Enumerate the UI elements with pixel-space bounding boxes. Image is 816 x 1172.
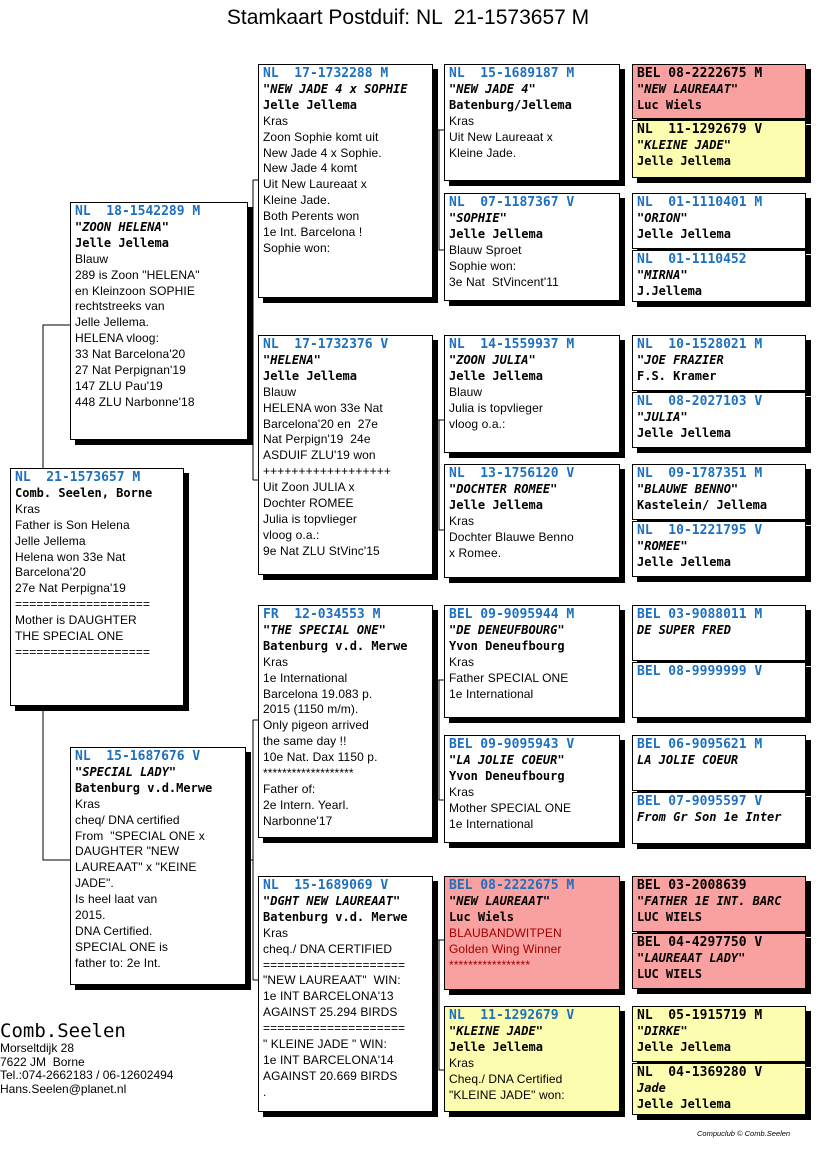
gggp-card-3[interactable] <box>632 193 806 249</box>
info-line: Blauw <box>449 384 483 399</box>
info-line: Uit New Laureaat x <box>449 129 553 144</box>
gggp-card-14[interactable] <box>632 933 806 989</box>
ring-number: BEL 04-4297750 V <box>637 935 763 950</box>
info-line: Kras <box>75 796 101 811</box>
info-line: ==================== <box>263 957 406 972</box>
owner-name: J.Jellema <box>637 283 703 298</box>
ring-number: BEL 09-9095943 V <box>449 737 575 752</box>
info-line: cheq./ DNA CERTIFIED <box>263 941 393 956</box>
info-line: New Jade 4 x Sophie. <box>263 145 382 160</box>
pigeon-name: "JOE FRAZIER <box>637 352 724 367</box>
ring-number: NL 13-1756120 V <box>449 466 575 481</box>
pigeon-name: Jade <box>637 1080 666 1095</box>
info-line: Is heel laat van <box>75 892 158 907</box>
info-line: Barcelona'20 en 27e <box>263 416 379 431</box>
pigeon-name: From Gr Son 1e Inter <box>637 809 782 824</box>
info-line: ***************** <box>449 957 531 972</box>
info-line: Both Perents won <box>263 209 360 224</box>
info-line: New Jade 4 komt <box>263 161 358 176</box>
grandparent-card-dam-sire[interactable] <box>258 605 433 838</box>
owner-name: Jelle Jellema <box>75 235 169 250</box>
owner-address-city: 7622 JM Borne <box>0 1054 85 1069</box>
info-line: AGAINST 25.294 BIRDS <box>263 1005 398 1020</box>
ggp-card-2[interactable] <box>444 193 620 301</box>
pigeon-name: "JULIA" <box>637 409 688 424</box>
owner-loft-name: Comb.Seelen <box>0 1020 126 1042</box>
info-line: Kras <box>449 1055 475 1070</box>
owner-name: Luc Wiels <box>449 909 515 924</box>
gggp-card-15[interactable] <box>632 1006 806 1062</box>
ring-number: NL 15-1689069 V <box>263 878 389 893</box>
info-line: JADE". <box>75 876 114 891</box>
ggp-card-6[interactable] <box>444 735 620 843</box>
owner-name: Yvon Deneufbourg <box>449 638 565 653</box>
ggp-card-4[interactable] <box>444 464 620 578</box>
owner-name: Jelle Jellema <box>637 226 731 241</box>
gggp-card-11[interactable] <box>632 735 806 791</box>
info-line: DNA Certified. <box>75 923 153 938</box>
ring-number: NL 10-1528021 M <box>637 337 763 352</box>
info-line: Kras <box>263 113 289 128</box>
ring-number: NL 09-1787351 M <box>637 466 763 481</box>
pigeon-name: "NEW JADE 4 x SOPHIE <box>263 81 408 96</box>
ring-number: BEL 03-2008639 <box>637 878 747 893</box>
ring-number: BEL 07-9095597 V <box>637 794 763 809</box>
info-line: Father SPECIAL ONE <box>449 670 569 685</box>
owner-name: Batenburg v.d. Merwe <box>263 909 408 924</box>
pigeon-name: "LA JOLIE COEUR" <box>449 752 565 767</box>
pigeon-name: "ZOON JULIA" <box>449 352 536 367</box>
info-line: Narbonne'17 <box>263 813 333 828</box>
info-line: Helena won 33e Nat <box>15 549 126 564</box>
info-line: Father of: <box>263 781 316 796</box>
info-line: vloog o.a.: <box>263 527 320 542</box>
ring-number: NL 18-1542289 M <box>75 204 201 219</box>
pigeon-name: "SOPHIE" <box>449 210 507 225</box>
ring-number: NL 17-1732288 M <box>263 66 389 81</box>
subject-card[interactable] <box>10 468 184 706</box>
owner-name: F.S. Kramer <box>637 368 717 383</box>
info-line: " KLEINE JADE " WIN: <box>263 1037 387 1052</box>
info-line: Kras <box>449 784 475 799</box>
info-line: SPECIAL ONE is <box>75 939 168 954</box>
info-line: Sophie won: <box>449 258 517 273</box>
info-line: Mother SPECIAL ONE <box>449 800 572 815</box>
info-line: Julia is topvlieger <box>263 511 357 526</box>
pigeon-name: "ROMEE" <box>637 538 688 553</box>
info-line: Uit New Laureaat x <box>263 177 367 192</box>
pigeon-name: "SPECIAL LADY" <box>75 764 177 779</box>
gggp-card-10[interactable] <box>632 662 806 718</box>
info-line: 1e International <box>449 686 534 701</box>
owner-name: Batenburg v.d.Merwe <box>75 780 213 795</box>
owner-contact-block <box>0 1020 173 1096</box>
ring-number: NL 11-1292679 V <box>637 122 763 137</box>
info-line: Dochter ROMEE <box>263 496 354 511</box>
gggp-card-7[interactable] <box>632 464 806 520</box>
info-line: 2015 (1150 m/m). <box>263 702 359 717</box>
owner-name: Jelle Jellema <box>449 226 543 241</box>
owner-name: Jelle Jellema <box>449 1039 543 1054</box>
info-line: Julia is topvlieger <box>449 400 543 415</box>
ggp-card-5[interactable] <box>444 605 620 718</box>
gggp-card-1[interactable] <box>632 64 806 119</box>
info-line: Kras <box>263 925 289 940</box>
owner-phone: Tel.:074-2662183 / 06-12602494 <box>0 1068 174 1082</box>
ring-number: NL 10-1221795 V <box>637 523 763 538</box>
info-line: Blauw <box>75 251 109 266</box>
ring-number: BEL 08-9999999 V <box>637 664 763 679</box>
ring-number: NL 05-1915719 M <box>637 1008 763 1023</box>
ggp-card-7[interactable] <box>444 876 620 990</box>
info-line: 1e INT BARCELONA'13 <box>263 989 394 1004</box>
info-line: From "SPECIAL ONE x <box>75 828 205 843</box>
owner-name: LUC WIELS <box>637 909 703 924</box>
info-line: 10e Nat. Dax 1150 p. <box>263 750 378 765</box>
owner-name: Batenburg v.d. Merwe <box>263 638 408 653</box>
info-line: 27e Nat Perpigna'19 <box>15 581 126 596</box>
info-line: Jelle Jellema <box>15 533 86 548</box>
dam-card[interactable] <box>70 747 246 985</box>
pigeon-name: "HELENA" <box>263 352 321 367</box>
ring-number: NL 11-1292679 V <box>449 1008 575 1023</box>
info-line: 3e Nat StVincent'11 <box>449 274 559 289</box>
pigeon-name: "DOCHTER ROMEE" <box>449 481 558 496</box>
pigeon-name: "NEW JADE 4" <box>449 81 536 96</box>
owner-name: Jelle Jellema <box>263 368 357 383</box>
ring-number: NL 15-1689187 M <box>449 66 575 81</box>
info-line: "NEW LAUREAAT" WIN: <box>263 973 401 988</box>
info-line: Blauw <box>263 384 297 399</box>
info-line: Kras <box>263 654 289 669</box>
owner-name: Jelle Jellema <box>637 425 731 440</box>
page-title: Stamkaart Postduif: NL 21-1573657 M <box>226 6 590 29</box>
gggp-card-5[interactable] <box>632 335 806 391</box>
ring-number: NL 17-1732376 V <box>263 337 389 352</box>
owner-name: Jelle Jellema <box>637 153 731 168</box>
info-line: 448 ZLU Narbonne'18 <box>75 394 195 409</box>
info-line: Golden Wing Winner <box>449 941 562 956</box>
info-line: 2015. <box>75 908 106 923</box>
owner-name: Jelle Jellema <box>263 97 357 112</box>
pigeon-name: "ZOON HELENA" <box>75 219 169 234</box>
ring-number: BEL 06-9095621 M <box>637 737 763 752</box>
info-line: en Kleinzoon SOPHIE <box>75 283 195 298</box>
pigeon-name: "DE DENEUFBOURG" <box>449 622 565 637</box>
info-line: Kras <box>15 501 41 516</box>
grandparent-card-dam-dam[interactable] <box>258 876 433 1112</box>
info-line: Kras <box>449 513 475 528</box>
info-line: BLAUBANDWITPEN <box>449 925 562 940</box>
owner-name: Batenburg/Jellema <box>449 97 572 112</box>
info-line: ==================== <box>263 1021 406 1036</box>
gggp-card-13[interactable] <box>632 876 806 932</box>
pigeon-name: "LAUREAAT LADY" <box>637 950 746 965</box>
info-line: vloog o.a.: <box>449 416 506 431</box>
ring-number: BEL 03-9088011 M <box>637 607 763 622</box>
ggp-card-8[interactable] <box>444 1006 620 1112</box>
info-line: =================== <box>15 644 151 659</box>
info-line: Only pigeon arrived <box>263 718 369 733</box>
ring-number: NL 04-1369280 V <box>637 1065 763 1080</box>
ring-number: NL 14-1559937 M <box>449 337 575 352</box>
info-line: 1e INT BARCELONA'14 <box>263 1052 394 1067</box>
info-line: THE SPECIAL ONE <box>15 629 124 644</box>
pigeon-name: LA JOLIE COEUR <box>637 752 739 767</box>
info-line: 27 Nat Perpignan'19 <box>75 363 186 378</box>
ggp-card-1[interactable] <box>444 64 620 181</box>
info-line: "KLEINE JADE" won: <box>449 1087 565 1102</box>
owner-address-street: Morseltdijk 28 <box>0 1041 75 1055</box>
info-line: x Romee. <box>449 545 502 560</box>
gggp-card-8[interactable] <box>632 521 806 577</box>
gggp-card-2[interactable] <box>632 120 806 178</box>
ring-number: NL 08-2027103 V <box>637 394 763 409</box>
sire-card[interactable] <box>70 202 248 440</box>
info-line: Dochter Blauwe Benno <box>449 529 574 544</box>
owner-name: Yvon Deneufbourg <box>449 768 565 783</box>
owner-name: Jelle Jellema <box>449 368 543 383</box>
ring-number: NL 01-1110452 <box>637 252 747 267</box>
info-line: Kras <box>449 654 475 669</box>
pigeon-name: "KLEINE JADE" <box>637 137 731 152</box>
info-line: Jelle Jellema. <box>75 315 150 330</box>
info-line: 1e Int. Barcelona ! <box>263 225 363 240</box>
pigeon-name: "FATHER 1E INT. BARC <box>637 893 782 908</box>
owner-email[interactable]: Hans.Seelen@planet.nl <box>0 1081 127 1096</box>
owner-name: LUC WIELS <box>637 966 703 981</box>
ggp-card-3[interactable] <box>444 335 620 453</box>
info-line: 1e International <box>263 670 348 685</box>
ring-number: FR 12-034553 M <box>263 607 381 622</box>
ring-number: BEL 08-2222675 M <box>449 878 575 893</box>
info-line: Kleine Jade. <box>263 193 331 208</box>
info-line: ASDUIF ZLU'19 won <box>263 448 376 463</box>
owner-name: Kastelein/ Jellema <box>637 497 768 512</box>
info-line: HELENA won 33e Nat <box>263 400 383 415</box>
info-line: ++++++++++++++++++ <box>263 464 391 479</box>
info-line: 2e Intern. Yearl. <box>263 797 349 812</box>
owner-name: Comb. Seelen, Borne <box>15 485 153 500</box>
info-line: LAUREAAT" x "KEINE <box>75 860 197 875</box>
info-line: Cheq./ DNA Certified <box>449 1071 563 1086</box>
info-line: HELENA vloog: <box>75 331 160 346</box>
info-line: Kras <box>449 113 475 128</box>
info-line: =================== <box>15 597 151 612</box>
info-line: Sophie won: <box>263 240 331 255</box>
gggp-card-4[interactable] <box>632 250 806 302</box>
info-line: 33 Nat Barcelona'20 <box>75 347 186 362</box>
ring-number: BEL 09-9095944 M <box>449 607 575 622</box>
info-line: Nat Perpign'19 24e <box>263 432 371 447</box>
pigeon-name: "KLEINE JADE" <box>449 1023 543 1038</box>
info-line: Zoon Sophie komt uit <box>263 129 379 144</box>
info-line: Mother is DAUGHTER <box>15 613 137 628</box>
owner-name: Luc Wiels <box>637 97 703 112</box>
pigeon-name: "ORION" <box>637 210 688 225</box>
info-line: 9e Nat ZLU StVinc'15 <box>263 543 380 558</box>
pigeon-name: "BLAUWE BENNO" <box>637 481 739 496</box>
info-line: 289 is Zoon "HELENA" <box>75 267 200 282</box>
info-line: cheq/ DNA certified <box>75 812 180 827</box>
info-line: the same day !! <box>263 734 347 749</box>
grandparent-card-sire-dam[interactable] <box>258 335 433 575</box>
info-line: ******************* <box>263 766 354 781</box>
info-line: Father is Son Helena <box>15 517 130 532</box>
info-line: Kleine Jade. <box>449 145 517 160</box>
ring-number: NL 21-1573657 M <box>15 470 141 485</box>
info-line: Barcelona'20 <box>15 565 86 580</box>
pigeon-name: "MIRNA" <box>637 267 688 282</box>
info-line: Uit Zoon JULIA x <box>263 480 355 495</box>
pigeon-name: "DGHT NEW LAUREAAT" <box>263 893 401 908</box>
info-line: father to: 2e Int. <box>75 955 161 970</box>
gggp-card-16[interactable] <box>632 1063 806 1115</box>
info-line: 1e International <box>449 816 534 831</box>
info-line: Barcelona 19.083 p. <box>263 686 373 701</box>
pigeon-name: "DIRKE" <box>637 1023 688 1038</box>
ring-number: NL 01-1110401 M <box>637 195 763 210</box>
gggp-card-9[interactable] <box>632 605 806 661</box>
ring-number: BEL 08-2222675 M <box>637 66 763 81</box>
pigeon-name: "NEW LAUREAAT" <box>637 81 739 96</box>
info-line: 147 ZLU Pau'19 <box>75 378 163 393</box>
pigeon-name: "NEW LAUREAAT" <box>449 893 551 908</box>
pigeon-name: "THE SPECIAL ONE" <box>263 622 386 637</box>
info-line: DAUGHTER "NEW <box>75 844 180 859</box>
info-line: Blauw Sproet <box>449 242 522 257</box>
info-line: rechtstreeks van <box>75 299 165 314</box>
ring-number: NL 07-1187367 V <box>449 195 575 210</box>
owner-name: Jelle Jellema <box>449 497 543 512</box>
owner-name: Jelle Jellema <box>637 1096 731 1111</box>
owner-name: Jelle Jellema <box>637 554 731 569</box>
gggp-card-12[interactable] <box>632 792 806 844</box>
info-line: . <box>263 1084 267 1099</box>
gggp-card-6[interactable] <box>632 392 806 448</box>
owner-name: Jelle Jellema <box>637 1039 731 1054</box>
pigeon-name: DE SUPER FRED <box>637 622 731 637</box>
grandparent-card-sire-sire[interactable] <box>258 64 433 298</box>
info-line: AGAINST 20.669 BIRDS <box>263 1068 398 1083</box>
ring-number: NL 15-1687676 V <box>75 749 201 764</box>
footer-credit: Compuclub © Comb.Seelen <box>697 1129 791 1138</box>
